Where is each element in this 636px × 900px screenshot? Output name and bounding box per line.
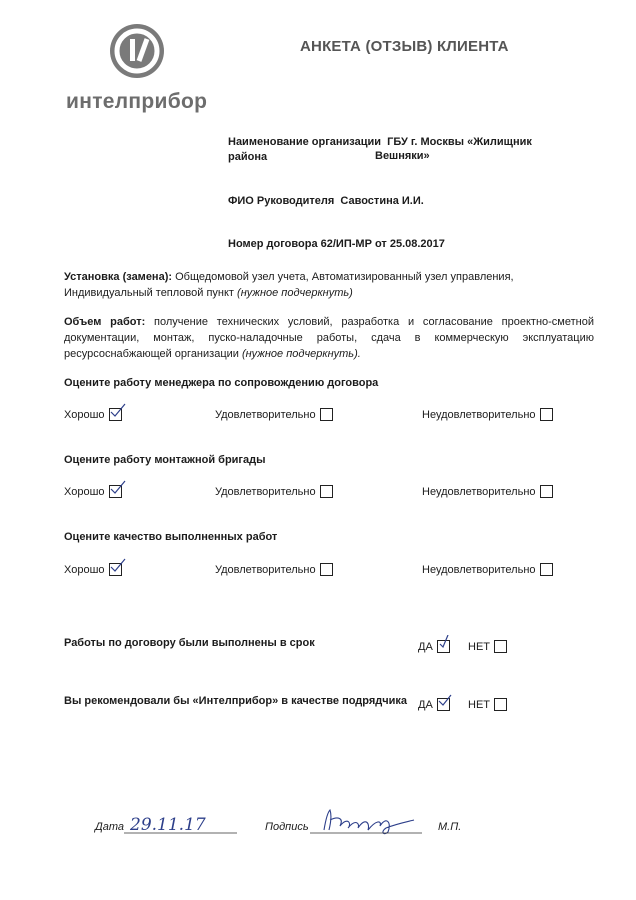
- scope-label: Объем работ:: [64, 316, 146, 328]
- checkbox-checked[interactable]: [437, 698, 450, 711]
- checkbox-checked[interactable]: [437, 640, 450, 653]
- head-label: ФИО Руководителя: [228, 195, 335, 207]
- option-label: ДА: [418, 640, 433, 653]
- date-handwriting: [124, 812, 239, 836]
- checkmark-icon: [437, 635, 455, 651]
- checkbox[interactable]: [320, 563, 333, 576]
- checkbox[interactable]: [320, 408, 333, 421]
- yes-option[interactable]: [418, 640, 450, 653]
- rating-question: Оцените работу менеджера по сопровождению договора: [64, 377, 379, 389]
- yes-option[interactable]: [418, 698, 450, 711]
- yes-no-question: Вы рекомендовали бы «Интелприбор» в качестве подрядчика: [64, 695, 408, 707]
- option-label: Удовлетворительно: [215, 563, 316, 576]
- scope-paragraph: [64, 314, 594, 362]
- rating-option[interactable]: [64, 485, 122, 498]
- organization-value-cont: Вешняки»: [375, 150, 430, 162]
- option-label: ДА: [418, 698, 433, 711]
- installation-hint: (нужное подчеркнуть): [237, 287, 353, 299]
- rating-question: Оцените работу монтажной бригады: [64, 454, 266, 466]
- checkbox-checked[interactable]: [109, 563, 122, 576]
- option-label: НЕТ: [468, 698, 490, 711]
- option-label: Хорошо: [64, 485, 105, 498]
- rating-option[interactable]: [215, 408, 333, 421]
- installation-paragraph: [64, 269, 594, 301]
- rating-option[interactable]: [215, 563, 333, 576]
- checkmark-icon: [437, 693, 455, 709]
- checkmark-icon: [109, 558, 127, 574]
- signature-scribble: [310, 806, 425, 838]
- date-value: 29.11.17: [130, 815, 206, 835]
- checkbox-checked[interactable]: [109, 485, 122, 498]
- rating-option[interactable]: [64, 563, 122, 576]
- signature-block: [0, 812, 636, 852]
- checkbox-checked[interactable]: [109, 408, 122, 421]
- no-option[interactable]: [468, 640, 507, 653]
- scope-text: получение технических условий, разработка и согласование проектно-сметной документации, монтаж, пуско-наладочные работы, сдача в коммерческую эксплуатацию ресурсоснабжающей организации: [64, 316, 594, 360]
- checkmark-icon: [109, 403, 127, 419]
- rating-option[interactable]: [422, 408, 553, 421]
- organization-label: Наименование организации: [228, 136, 382, 148]
- head-line: [228, 195, 424, 207]
- option-label: Хорошо: [64, 563, 105, 576]
- installation-text: Общедомовой узел учета, Автоматизированный узел управления, Индивидуальный тепловой пункт: [64, 271, 514, 299]
- document-title: АНКЕТА (ОТЗЫВ) КЛИЕНТА: [300, 38, 509, 55]
- checkbox[interactable]: [494, 640, 507, 653]
- option-label: Хорошо: [64, 408, 105, 421]
- checkbox[interactable]: [540, 408, 553, 421]
- rating-option[interactable]: [215, 485, 333, 498]
- organization-value: ГБУ г. Москвы «Жилищник района: [228, 136, 532, 163]
- checkbox[interactable]: [540, 485, 553, 498]
- head-value: Савостина И.И.: [340, 195, 424, 207]
- intelpribor-logo-icon: [108, 22, 166, 80]
- rating-option[interactable]: [422, 485, 553, 498]
- logo-wordmark: интелприбор: [66, 90, 208, 113]
- date-label: Дата: [95, 821, 125, 833]
- rating-option[interactable]: [64, 408, 122, 421]
- sign-label: Подпись: [265, 821, 309, 833]
- option-label: Неудовлетворительно: [422, 408, 536, 421]
- checkbox[interactable]: [494, 698, 507, 711]
- scope-hint: (нужное подчеркнуть).: [241, 348, 361, 360]
- option-label: Неудовлетворительно: [422, 563, 536, 576]
- no-option[interactable]: [468, 698, 507, 711]
- checkbox[interactable]: [320, 485, 333, 498]
- rating-option[interactable]: [422, 563, 553, 576]
- option-label: Удовлетворительно: [215, 408, 316, 421]
- checkbox[interactable]: [540, 563, 553, 576]
- option-label: Удовлетворительно: [215, 485, 316, 498]
- contract-number: Номер договора 62/ИП-МР от 25.08.2017: [228, 238, 445, 250]
- installation-label: Установка (замена):: [64, 271, 173, 283]
- option-label: НЕТ: [468, 640, 490, 653]
- checkmark-icon: [109, 480, 127, 496]
- rating-question: Оцените качество выполненных работ: [64, 531, 278, 543]
- option-label: Неудовлетворительно: [422, 485, 536, 498]
- yes-no-question: Работы по договору были выполнены в срок: [64, 637, 315, 649]
- seal-label: М.П.: [438, 821, 462, 833]
